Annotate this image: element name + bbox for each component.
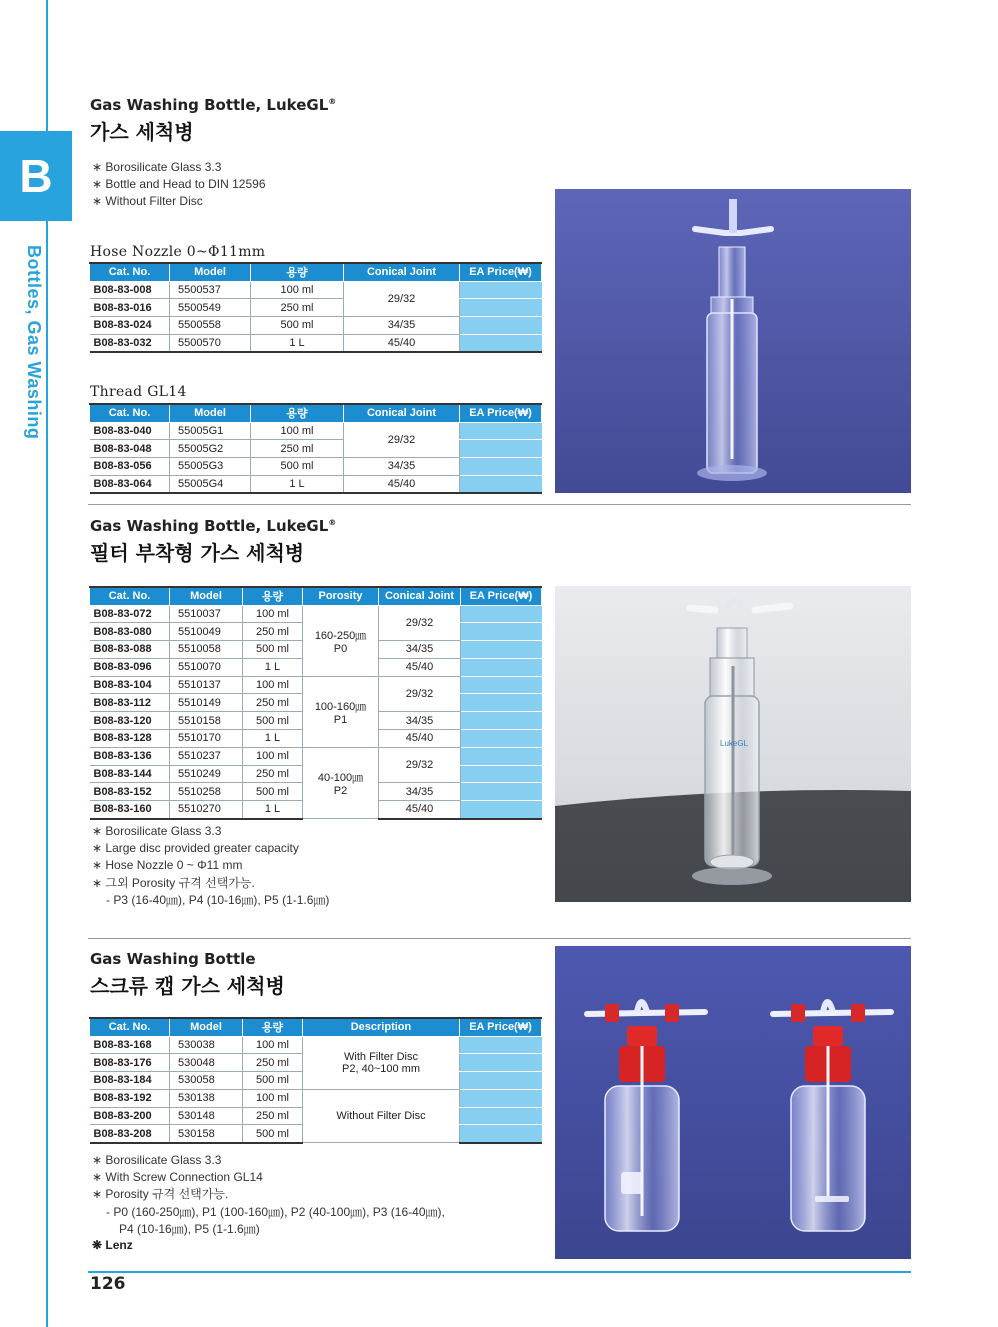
table-row: B08-83-168 530038 100 ml With Filter Disc P2, 40~100 mm	[90, 1036, 542, 1054]
col-header: EA Price(₩)	[460, 1018, 542, 1036]
brand-label: LukeGL	[720, 739, 749, 748]
price-cell	[460, 334, 542, 352]
price-cell	[460, 1054, 542, 1072]
porosity-cell: 160-250㎛ P0	[303, 605, 379, 676]
feature-item: ∗ With Screw Connection GL14	[92, 1169, 445, 1186]
brand-lenz: ❋ Lenz	[92, 1238, 133, 1252]
section-divider	[88, 938, 911, 939]
description-cell: With Filter Disc P2, 40~100 mm	[303, 1036, 460, 1089]
col-header: 용량	[243, 587, 303, 605]
price-cell	[460, 422, 542, 440]
price-cell	[461, 676, 542, 694]
table-row: B08-83-088 5510058 500 ml 34/35	[90, 641, 542, 659]
table-row: B08-83-136 5510237 100 ml 40-100㎛ P2 29/32	[90, 747, 542, 765]
page-number: 126	[90, 1274, 126, 1294]
table-row: B08-83-112 5510149 250 ml	[90, 694, 542, 712]
table-row: B08-83-144 5510249 250 ml	[90, 765, 542, 783]
price-cell	[460, 440, 542, 458]
category-vertical-label: Bottles, Gas Washing	[24, 245, 44, 440]
price-cell	[461, 783, 542, 801]
feature-item: ∗ Borosilicate Glass 3.3	[92, 159, 266, 176]
table-row: B08-83-120 5510158 500 ml 34/35	[90, 712, 542, 730]
section-divider	[88, 504, 911, 505]
price-cell	[460, 1125, 542, 1143]
feature-item: ∗ Porosity 규격 선택가능.	[92, 1186, 445, 1203]
price-cell	[461, 747, 542, 765]
price-cell	[461, 658, 542, 676]
table-row: B08-83-096 5510070 1 L 45/40	[90, 658, 542, 676]
col-header: 용량	[243, 1018, 303, 1036]
price-cell	[461, 641, 542, 659]
hose-nozzle-subtitle: Hose Nozzle 0~Φ11mm	[90, 244, 266, 260]
table-row: B08-83-176 530048 250 ml	[90, 1054, 542, 1072]
price-cell	[460, 1089, 542, 1107]
col-header: Conical Joint	[344, 263, 460, 281]
thread-table	[89, 403, 542, 494]
table-row: B08-83-192 530138 100 ml Without Filter Disc	[90, 1089, 542, 1107]
section2-title-ko: 필터 부착형 가스 세척병	[90, 541, 305, 565]
filter-bottle-table	[89, 586, 542, 820]
table-row: B08-83-056 55005G3 500 ml 34/35	[90, 458, 542, 476]
price-cell	[461, 712, 542, 730]
feature-item: ∗ Hose Nozzle 0 ~ Φ11 mm	[92, 857, 329, 874]
section3-title-ko: 스크류 캡 가스 세척병	[90, 974, 285, 998]
price-cell	[461, 605, 542, 623]
price-cell	[461, 694, 542, 712]
section3-title-en: Gas Washing Bottle	[90, 950, 256, 968]
section1-title-en: Gas Washing Bottle, LukeGL®	[90, 96, 337, 114]
table-row: B08-83-064 55005G4 1 L 45/40	[90, 475, 542, 493]
feature-subitem: - P3 (16-40㎛), P4 (10-16㎛), P5 (1-1.6㎛)	[106, 892, 330, 907]
price-cell	[461, 730, 542, 748]
col-header: EA Price(₩)	[460, 263, 542, 281]
price-cell	[460, 475, 542, 493]
col-header: Cat. No.	[90, 587, 170, 605]
filter-gas-washing-bottle-photo	[555, 586, 911, 902]
feature-subitem: P4 (10-16㎛), P5 (1-1.6㎛)	[119, 1221, 260, 1236]
feature-item: ∗ 그외 Porosity 규격 선택가능.	[92, 875, 329, 892]
price-cell	[460, 458, 542, 476]
section1-feature-list	[92, 159, 266, 211]
price-cell	[460, 299, 542, 317]
table-row: B08-83-072 5510037 100 ml 160-250㎛ P0 29/32	[90, 605, 542, 623]
table-row: B08-83-016 5500549 250 ml	[90, 299, 542, 317]
col-header: Cat. No.	[90, 263, 170, 281]
section2-feature-list	[92, 823, 329, 909]
col-header: EA Price(₩)	[460, 404, 542, 422]
table-row: B08-83-048 55005G2 250 ml	[90, 440, 542, 458]
price-cell	[461, 623, 542, 641]
col-header: Cat. No.	[90, 404, 170, 422]
thread-subtitle: Thread GL14	[90, 384, 187, 400]
col-header: Model	[170, 1018, 243, 1036]
porosity-cell: 40-100㎛ P2	[303, 747, 379, 818]
feature-item: ∗ Borosilicate Glass 3.3	[92, 823, 329, 840]
price-cell	[460, 1107, 542, 1125]
col-header: EA Price(₩)	[461, 587, 542, 605]
price-cell	[460, 281, 542, 299]
table-row: B08-83-128 5510170 1 L 45/40	[90, 730, 542, 748]
screw-cap-bottle-table	[89, 1017, 542, 1144]
porosity-cell: 100-160㎛ P1	[303, 676, 379, 747]
feature-item: ∗ Large disc provided greater capacity	[92, 840, 329, 857]
table-row: B08-83-200 530148 250 ml	[90, 1107, 542, 1125]
table-row: B08-83-024 5500558 500 ml 34/35	[90, 317, 542, 335]
table-row: B08-83-208 530158 500 ml	[90, 1125, 542, 1143]
col-header: Conical Joint	[379, 587, 461, 605]
table-row: B08-83-080 5510049 250 ml	[90, 623, 542, 641]
table-row: B08-83-040 55005G1 100 ml 29/32	[90, 422, 542, 440]
section-letter-tab: B	[0, 131, 72, 221]
price-cell	[460, 317, 542, 335]
price-cell	[461, 765, 542, 783]
table-row: B08-83-104 5510137 100 ml 100-160㎛ P1 29/32	[90, 676, 542, 694]
description-cell: Without Filter Disc	[303, 1089, 460, 1142]
table-row: B08-83-032 5500570 1 L 45/40	[90, 334, 542, 352]
table-row: B08-83-152 5510258 500 ml 34/35	[90, 783, 542, 801]
col-header: Porosity	[303, 587, 379, 605]
section3-feature-list	[92, 1152, 445, 1238]
col-header: Model	[170, 587, 243, 605]
gas-washing-bottle-photo	[555, 189, 911, 493]
col-header: Model	[170, 404, 251, 422]
price-cell	[461, 801, 542, 819]
col-header: Model	[170, 263, 251, 281]
feature-item: ∗ Bottle and Head to DIN 12596	[92, 176, 266, 193]
col-header: 용량	[251, 263, 344, 281]
price-cell	[460, 1036, 542, 1054]
section1-title-ko: 가스 세척병	[90, 120, 194, 144]
col-header: Conical Joint	[344, 404, 460, 422]
footer-rule	[88, 1271, 911, 1273]
screw-cap-bottles-photo	[555, 946, 911, 1259]
col-header: Cat. No.	[90, 1018, 170, 1036]
section2-title-en: Gas Washing Bottle, LukeGL®	[90, 517, 337, 535]
col-header: Description	[303, 1018, 460, 1036]
feature-item: ∗ Borosilicate Glass 3.3	[92, 1152, 445, 1169]
table-row: B08-83-160 5510270 1 L 45/40	[90, 801, 542, 819]
hose-nozzle-table	[89, 262, 542, 353]
feature-item: ∗ Without Filter Disc	[92, 193, 266, 210]
table-row: B08-83-008 5500537 100 ml 29/32	[90, 281, 542, 299]
feature-subitem: - P0 (160-250㎛), P1 (100-160㎛), P2 (40-100㎛), P3 (16-40㎛),	[106, 1204, 445, 1219]
price-cell	[460, 1072, 542, 1090]
col-header: 용량	[251, 404, 344, 422]
table-row: B08-83-184 530058 500 ml	[90, 1072, 542, 1090]
